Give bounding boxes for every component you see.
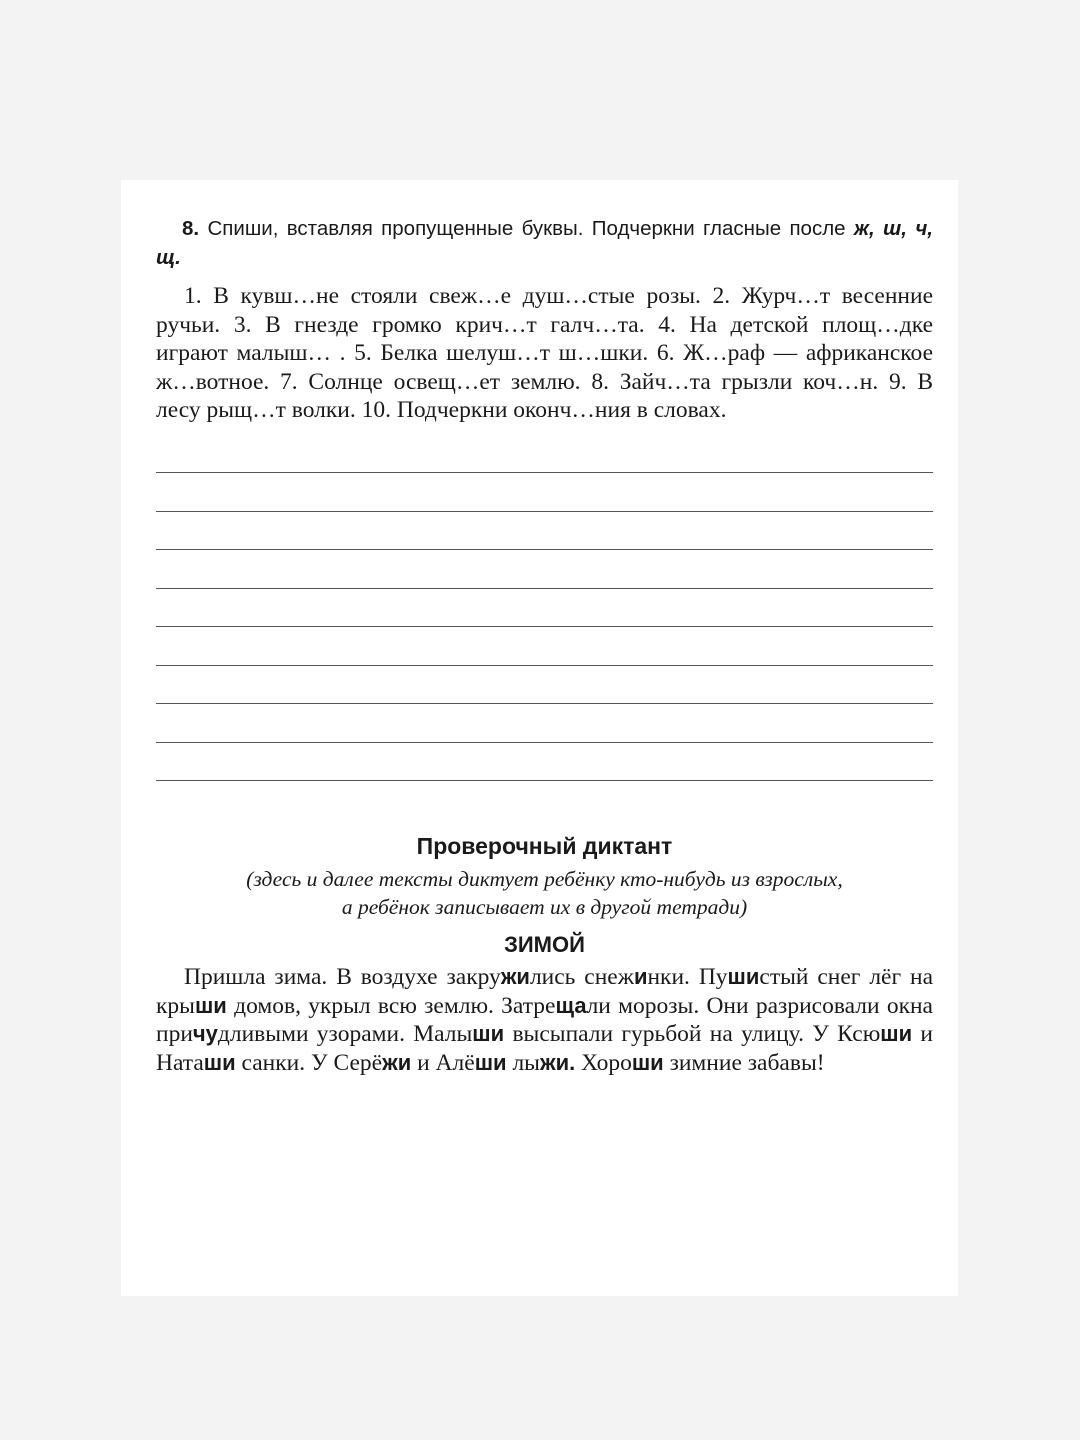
exercise-text: 1. В кувш…не стояли свеж…е душ…стые розы. 2. Журч…т весенние ручьи. 3. В гнезде громко крич…т галч…та. 4. На детской площ…дке играют малыш… . 5. Белка шелуш…т ш…шки. 6. Ж…раф — африканское ж…вотное. 7. Солнце освещ…ет землю. 8. Зайч…та грызли коч…н. 9. В лесу рыщ…т волки. 10. Подчеркни оконч…ния в словах. bbox=[156, 283, 933, 423]
story-highlight: ши bbox=[727, 964, 760, 989]
writing-line bbox=[156, 550, 933, 589]
story-segment: санки. У Серё bbox=[235, 1049, 383, 1076]
writing-line bbox=[156, 589, 933, 628]
writing-line bbox=[156, 473, 933, 512]
writing-line bbox=[156, 704, 933, 743]
story-segment: и Ната bbox=[156, 1021, 934, 1076]
story-segment: лись снеж bbox=[529, 964, 634, 990]
task-text: Спиши, вставляя пропущенные буквы. Подчеркни гласные после bbox=[207, 217, 846, 240]
story-highlight: ши bbox=[474, 1049, 507, 1075]
task-number: 8. bbox=[182, 217, 200, 240]
dictation-note bbox=[156, 865, 933, 921]
story-highlight: жи bbox=[382, 1049, 412, 1075]
note-line-1: (здесь и далее тексты диктует ребёнку кто-нибудь из взрослых, bbox=[246, 867, 843, 891]
story-highlight: ши bbox=[203, 1049, 236, 1075]
story-title: ЗИМОЙ bbox=[504, 932, 585, 957]
writing-line bbox=[156, 512, 933, 551]
story-segment: зимние забавы! bbox=[663, 1049, 825, 1076]
story-segment: дливыми узорами. Малы bbox=[217, 1021, 473, 1047]
story-highlight: ши bbox=[472, 1021, 505, 1046]
story-segment: высыпали гурьбой на улицу. У Ксю bbox=[504, 1021, 881, 1047]
story-highlight: ши bbox=[631, 1049, 664, 1075]
story-segment: нки. Пу bbox=[647, 964, 728, 990]
writing-line bbox=[156, 666, 933, 705]
story-highlight: чу bbox=[192, 1021, 218, 1046]
story-highlight: ши bbox=[880, 1021, 913, 1046]
story-segment: лы bbox=[506, 1049, 540, 1076]
writing-lines bbox=[156, 435, 933, 782]
story-highlight: ши bbox=[194, 992, 227, 1018]
task-letters: ж, ш, ч, щ. bbox=[156, 217, 933, 269]
story-highlight: жи. bbox=[539, 1049, 576, 1075]
story-segment: стый снег лёг на кры bbox=[156, 964, 934, 1019]
story-highlight: ща bbox=[555, 992, 587, 1018]
page-content bbox=[156, 214, 933, 1077]
workbook-page bbox=[121, 180, 958, 1296]
story-highlight: жи bbox=[500, 964, 530, 989]
story-segment: Пришла зима. В воздухе закру bbox=[184, 964, 501, 990]
story-segment: и Алё bbox=[411, 1049, 475, 1076]
writing-line bbox=[156, 743, 933, 782]
task-instruction bbox=[156, 214, 933, 272]
dictation-title: Проверочный диктант bbox=[416, 833, 673, 859]
note-line-2: а ребёнок записывает их в другой тетради) bbox=[341, 895, 748, 919]
story-segment: ли морозы. Они разрисовали окна при bbox=[156, 992, 933, 1047]
story-segment: домов, укрыл всю землю. Затре bbox=[226, 992, 556, 1019]
story-segment: Хоро bbox=[575, 1049, 632, 1076]
story-text bbox=[156, 963, 933, 1077]
story-highlight: и bbox=[633, 964, 648, 989]
writing-line bbox=[156, 627, 933, 666]
writing-line bbox=[156, 435, 933, 474]
